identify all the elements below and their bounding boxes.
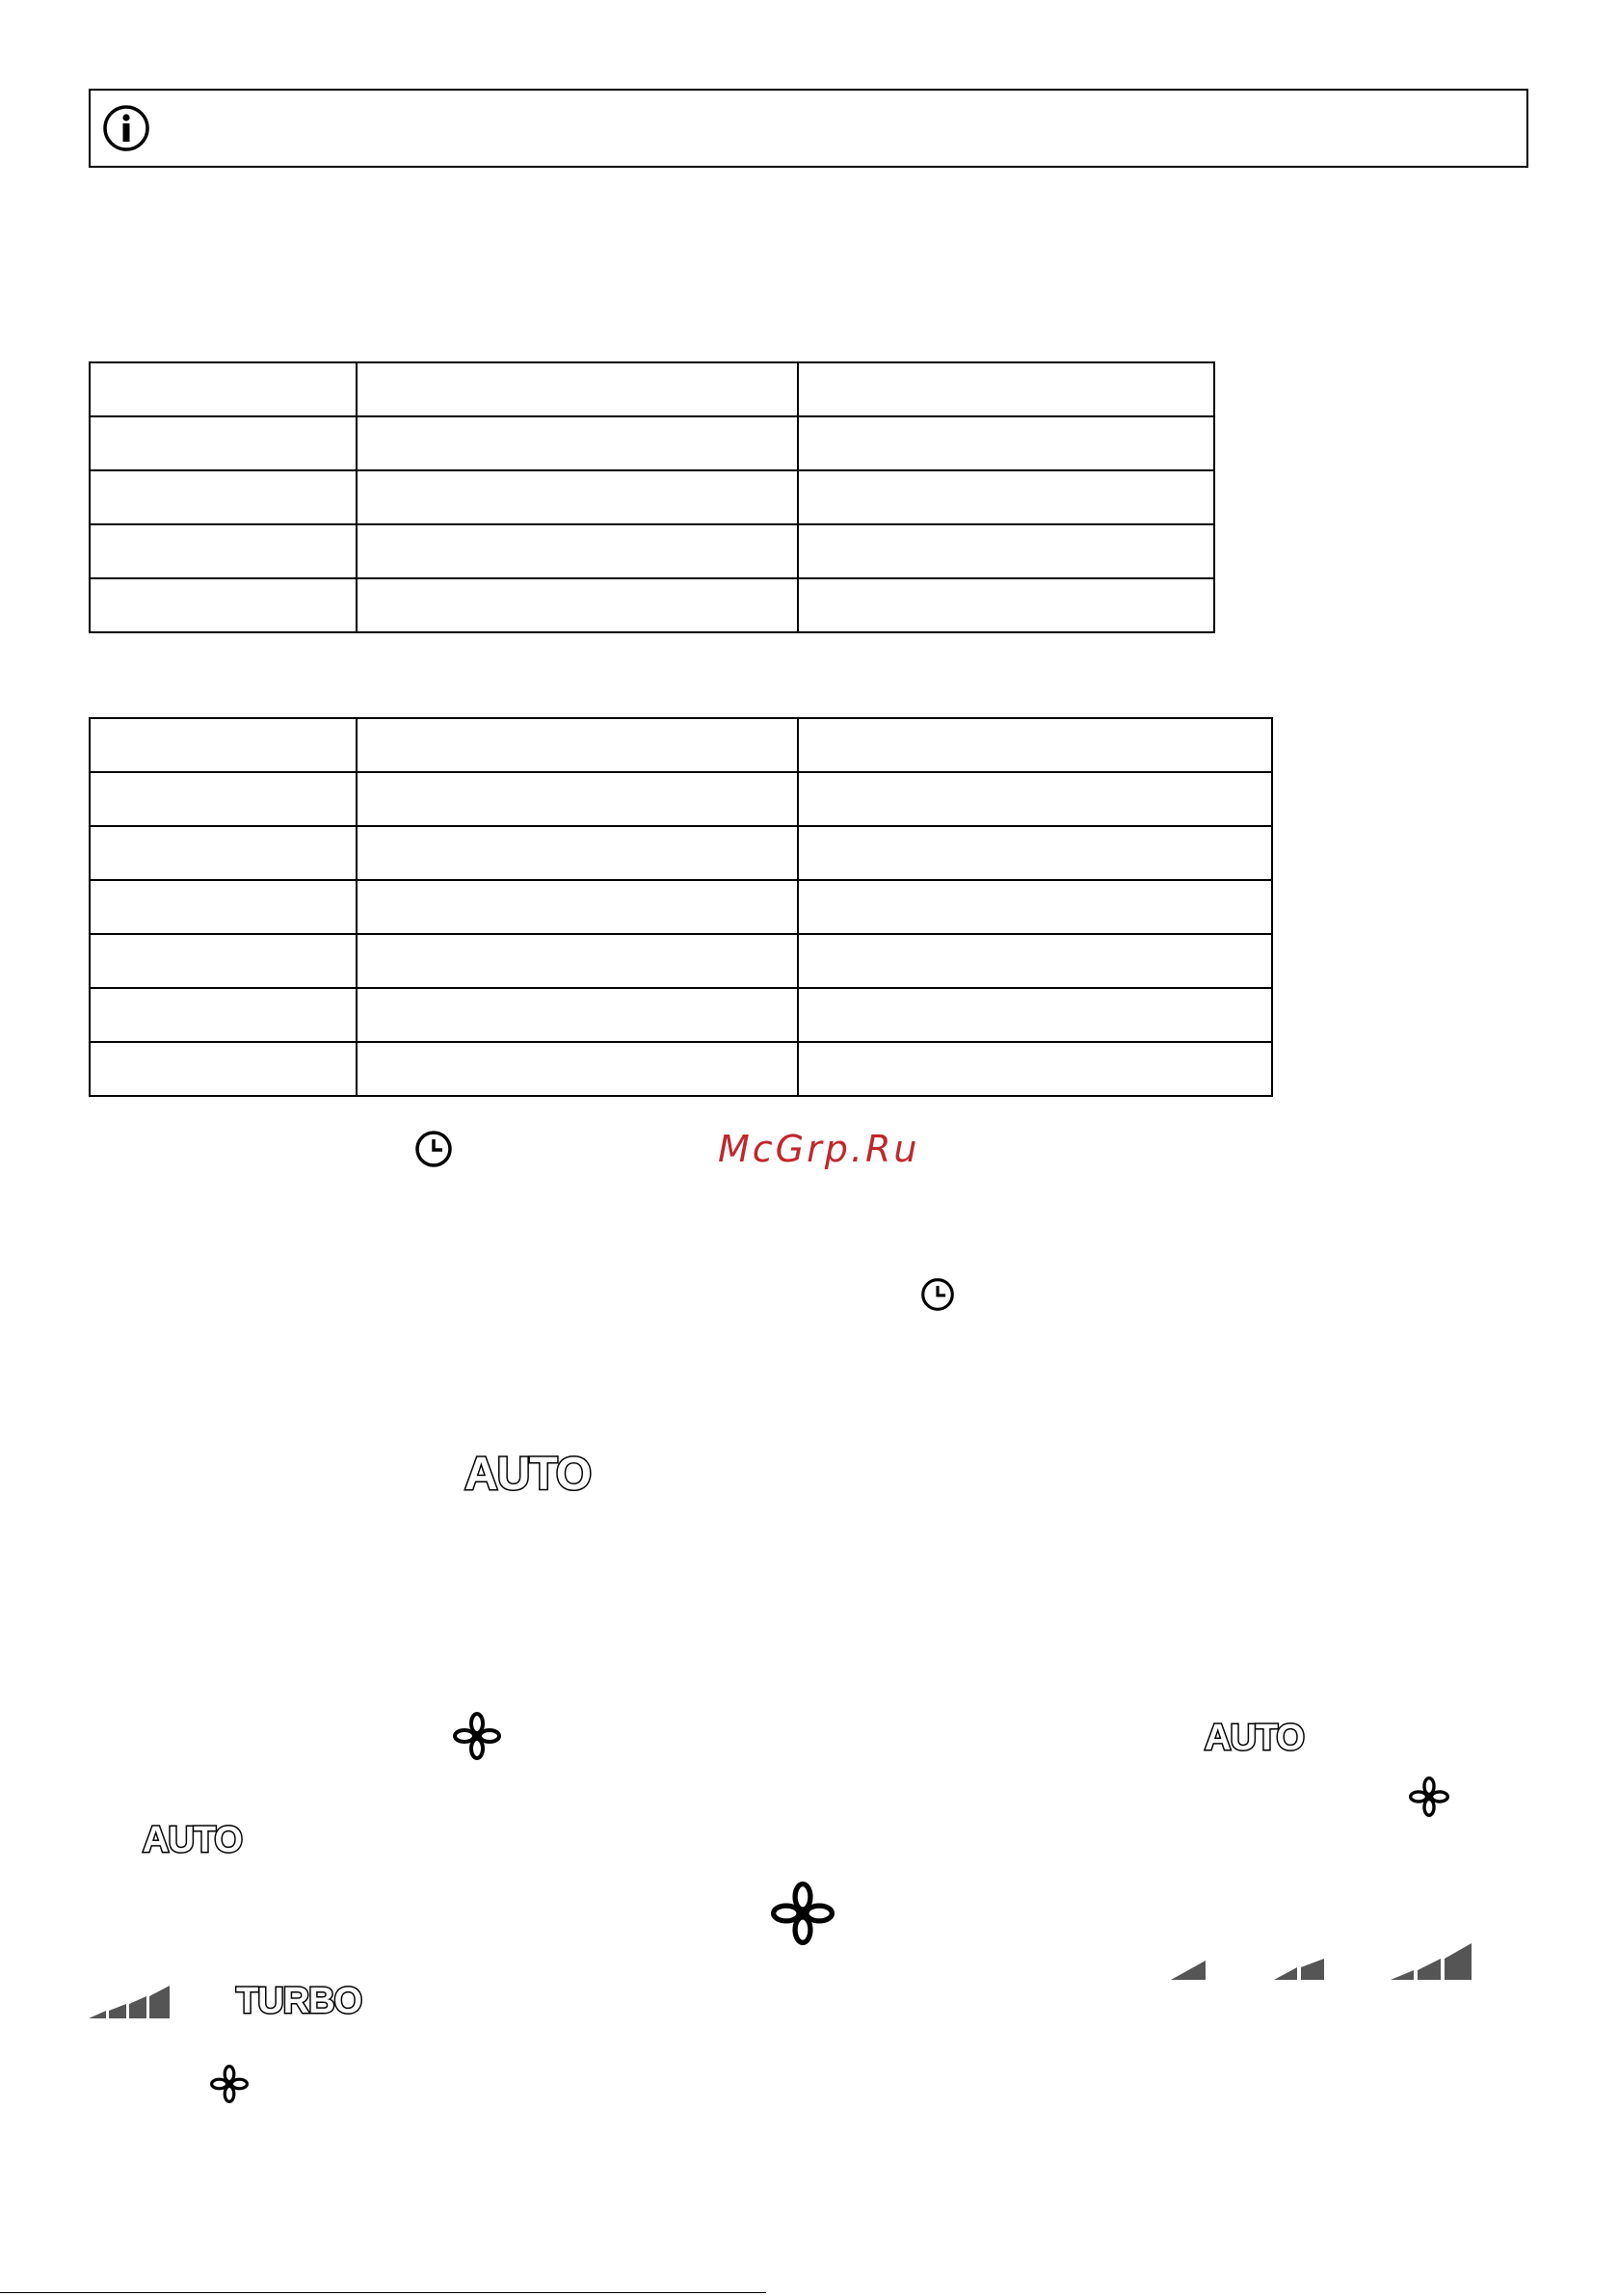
fan-speed-low-icon — [1171, 1955, 1207, 1980]
table-cell — [798, 988, 1272, 1042]
table-cell — [357, 470, 798, 524]
table-cell — [90, 470, 357, 524]
table-cell — [798, 934, 1272, 988]
fan-speed-high-icon — [1391, 1941, 1473, 1980]
info-note-box — [89, 89, 1528, 168]
table-cell — [90, 880, 357, 934]
table-cell — [798, 1042, 1272, 1096]
auto-mode-symbol: AUTO — [143, 1820, 242, 1860]
table-cell — [798, 826, 1272, 880]
fan-icon — [771, 1882, 835, 1945]
table-cell — [357, 772, 798, 826]
table-row — [90, 826, 1272, 880]
table-row — [90, 718, 1272, 772]
table-cell — [798, 718, 1272, 772]
table-row — [90, 772, 1272, 826]
table-cell — [798, 772, 1272, 826]
table-cell — [357, 934, 798, 988]
table-row — [90, 470, 1214, 524]
table-cell — [90, 362, 357, 416]
table-row — [90, 880, 1272, 934]
table-cell — [798, 578, 1214, 632]
data-table-1 — [89, 361, 1215, 633]
table-cell — [90, 826, 357, 880]
table-cell — [357, 880, 798, 934]
info-icon — [102, 104, 150, 152]
table-row — [90, 524, 1214, 578]
clock-icon — [414, 1130, 453, 1168]
fan-speed-turbo-icon — [89, 1984, 172, 2018]
table-row — [90, 578, 1214, 632]
data-table-2 — [89, 717, 1273, 1097]
table-cell — [357, 1042, 798, 1096]
table-cell — [357, 826, 798, 880]
table-cell — [357, 988, 798, 1042]
fan-icon — [453, 1712, 501, 1760]
table-cell — [798, 880, 1272, 934]
fan-icon — [210, 2065, 249, 2103]
table-cell — [90, 934, 357, 988]
table-row — [90, 416, 1214, 470]
table-cell — [90, 718, 357, 772]
table-cell — [798, 362, 1214, 416]
table-cell — [357, 362, 798, 416]
table-cell — [798, 470, 1214, 524]
table-cell — [90, 524, 357, 578]
table-cell — [90, 578, 357, 632]
table-cell — [798, 524, 1214, 578]
table-cell — [90, 988, 357, 1042]
table-cell — [798, 416, 1214, 470]
footer-rule — [0, 2292, 766, 2293]
watermark: McGrp.Ru — [718, 1128, 920, 1170]
auto-mode-symbol: AUTO — [1205, 1718, 1304, 1758]
fan-speed-medium-icon — [1274, 1955, 1326, 1980]
clock-icon — [920, 1277, 955, 1312]
table-row — [90, 362, 1214, 416]
table-row — [90, 988, 1272, 1042]
table-cell — [357, 416, 798, 470]
table-cell — [357, 718, 798, 772]
turbo-mode-symbol: TURBO — [236, 1981, 362, 2021]
table-cell — [90, 416, 357, 470]
table-row — [90, 1042, 1272, 1096]
table-cell — [90, 1042, 357, 1096]
table-cell — [357, 524, 798, 578]
table-row — [90, 934, 1272, 988]
auto-mode-symbol: AUTO — [464, 1449, 592, 1500]
table-cell — [357, 578, 798, 632]
fan-icon — [1409, 1776, 1449, 1817]
table-cell — [90, 772, 357, 826]
